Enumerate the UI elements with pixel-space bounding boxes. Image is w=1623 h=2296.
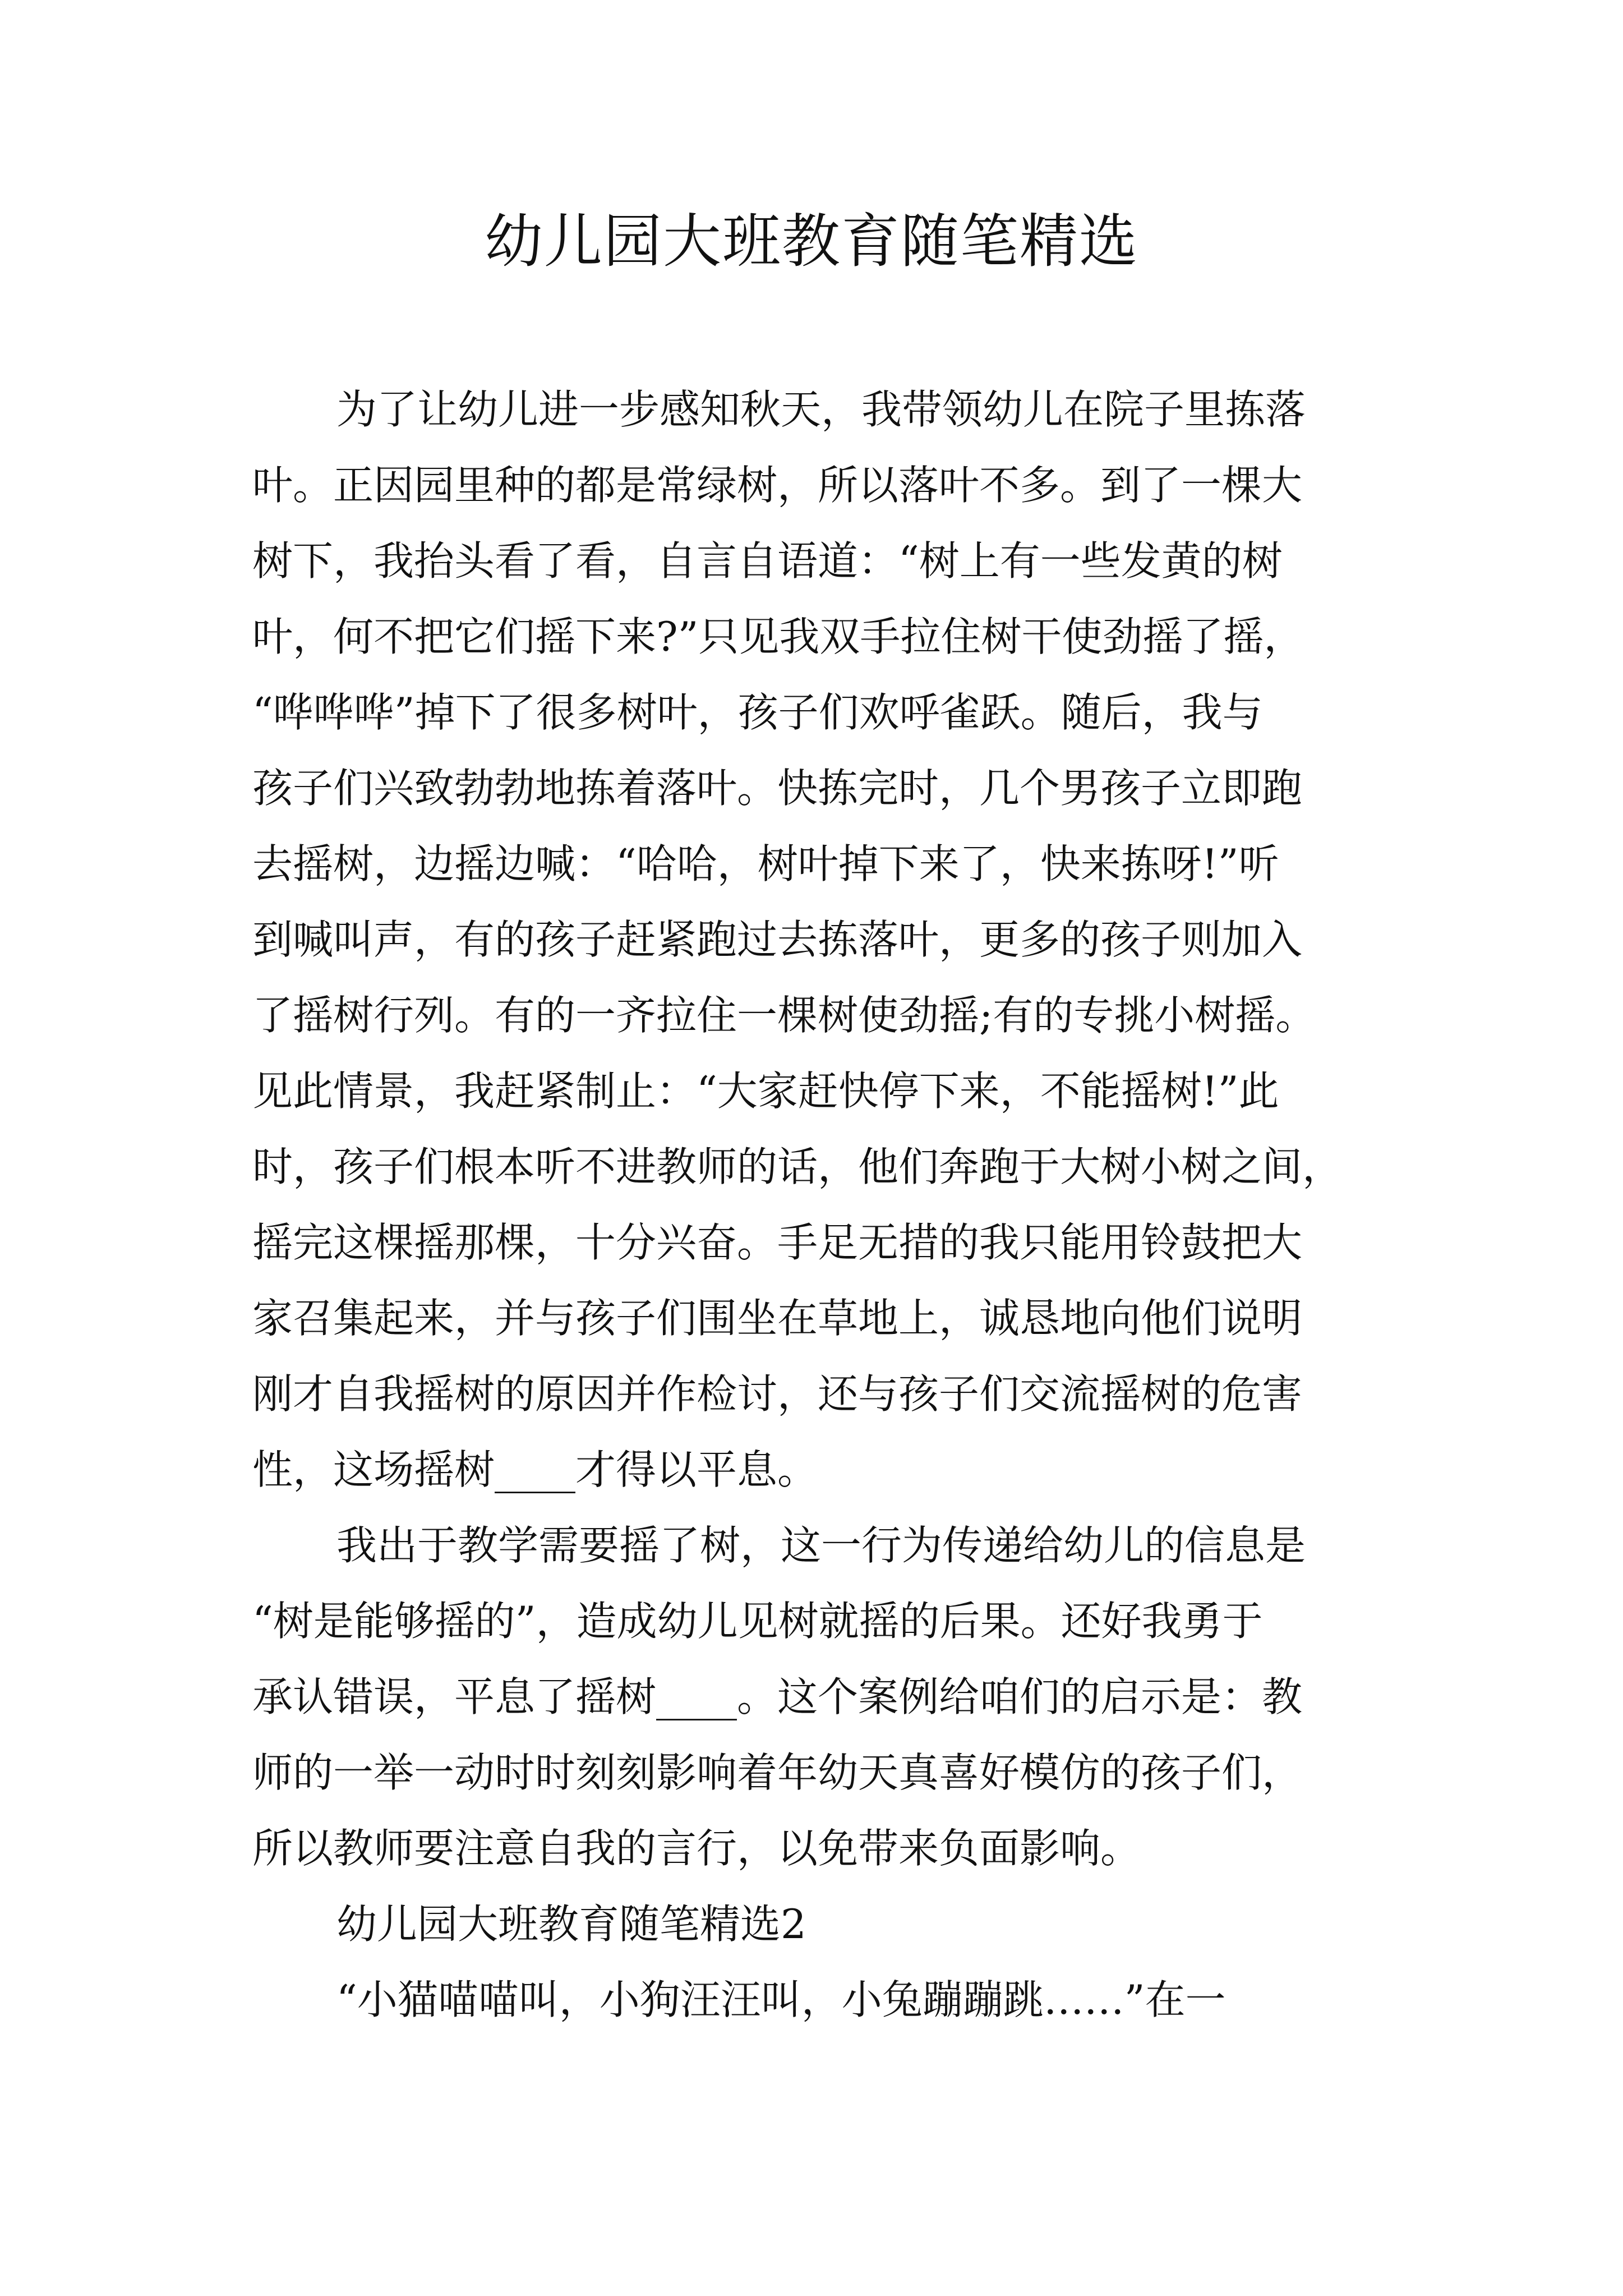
paragraph-line: “小猫喵喵叫，小狗汪汪叫，小兔蹦蹦跳……”在一 xyxy=(336,1976,1226,2023)
paragraph-line: 家召集起来，并与孩子们围坐在草地上，诚恳地向他们说明 xyxy=(252,1295,1303,1342)
paragraph-line: 树下，我抬头看了看，自言自语道：“树上有一些发黄的树 xyxy=(252,537,1283,585)
paragraph-line: 我出于教学需要摇了树，这一行为传递给幼儿的信息是 xyxy=(336,1522,1306,1569)
paragraph-line: 到喊叫声，有的孩子赶紧跑过去拣落叶，更多的孩子则加入 xyxy=(252,916,1303,963)
paragraph-line: “哗哗哗”掉下了很多树叶，孩子们欢呼雀跃。随后，我与 xyxy=(252,689,1263,736)
paragraph-line: 为了让幼儿进一步感知秋天，我带领幼儿在院子里拣落 xyxy=(336,386,1306,433)
paragraph-line: 孩子们兴致勃勃地拣着落叶。快拣完时，几个男孩子立即跑 xyxy=(252,765,1303,812)
paragraph-line: 刚才自我摇树的原因并作检讨，还与孩子们交流摇树的危害 xyxy=(252,1370,1303,1418)
paragraph-line: 摇完这棵摇那棵，十分兴奋。手足无措的我只能用铃鼓把大 xyxy=(252,1219,1303,1266)
paragraph-line: 见此情景，我赶紧制止：“大家赶快停下来，不能摇树!”此 xyxy=(252,1068,1279,1115)
document-title: 幼儿园大班教育随笔精选 xyxy=(484,207,1138,275)
paragraph-line: 了摇树行列。有的一齐拉住一棵树使劲摇;有的专挑小树摇。 xyxy=(252,992,1316,1039)
paragraph-line: 叶。正因园里种的都是常绿树，所以落叶不多。到了一棵大 xyxy=(252,462,1303,509)
paragraph-line: 叶，何不把它们摇下来?”只见我双手拉住树干使劲摇了摇， xyxy=(252,613,1304,660)
paragraph-line: 去摇树，边摇边喊：“哈哈，树叶掉下来了，快来拣呀!”听 xyxy=(252,840,1279,887)
paragraph-line: 性，这场摇树____才得以平息。 xyxy=(252,1446,818,1493)
section-heading: 幼儿园大班教育随笔精选2 xyxy=(336,1901,806,1948)
paragraph-line: 师的一举一动时时刻刻影响着年幼天真喜好模仿的孩子们， xyxy=(252,1749,1303,1796)
paragraph-line: 时，孩子们根本听不进教师的话，他们奔跑于大树小树之间， xyxy=(252,1143,1343,1190)
paragraph-line: 承认错误，平息了摇树____。这个案例给咱们的启示是：教 xyxy=(252,1673,1303,1720)
paragraph-line: “树是能够摇的”，造成幼儿见树就摇的后果。还好我勇于 xyxy=(252,1598,1263,1645)
paragraph-line: 所以教师要注意自我的言行，以免带来负面影响。 xyxy=(252,1825,1141,1872)
